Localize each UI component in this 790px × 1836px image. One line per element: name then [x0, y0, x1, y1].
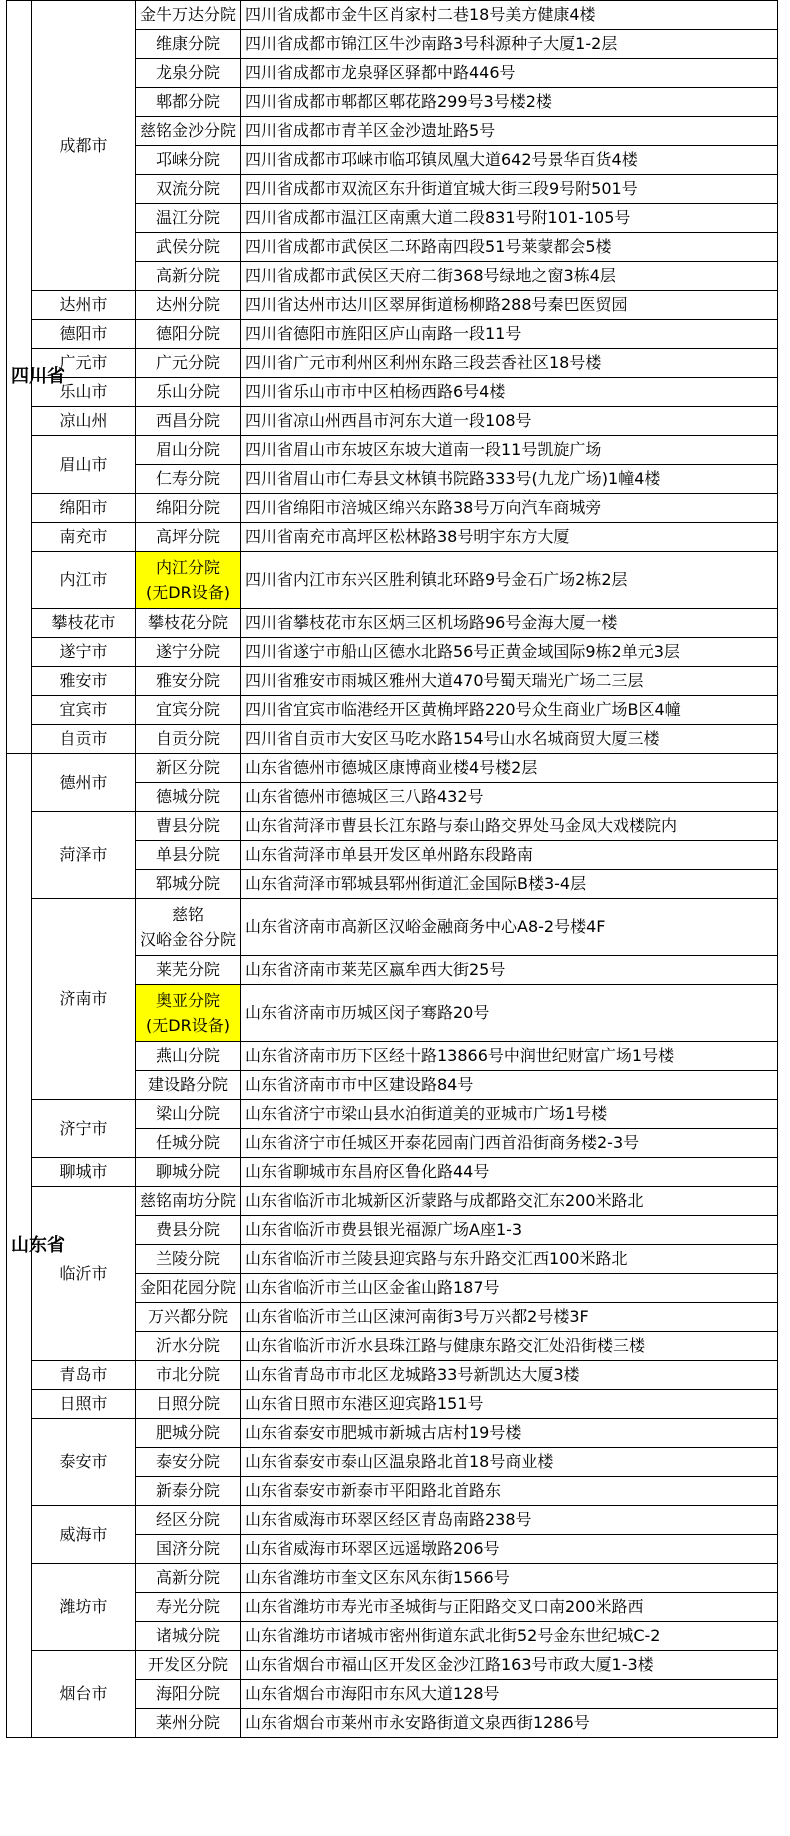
city-cell: 凉山州 [32, 407, 136, 436]
branch-name: 经区分院 [155, 1510, 220, 1529]
branch-name: 金牛万达分院 [140, 5, 237, 24]
branch-name: 建设路分院 [147, 1075, 228, 1094]
branch-name: 泰安分院 [155, 1452, 220, 1471]
table-row [7, 899, 778, 956]
address-cell: 四川省成都市郫都区郫花路299号3号楼2楼 [241, 88, 778, 117]
branch-cell [136, 638, 241, 667]
branch-cell [136, 407, 241, 436]
branch-name: 武侯分院 [155, 237, 220, 256]
branch-name: 达州分院 [155, 295, 220, 314]
address-cell: 四川省眉山市仁寿县文林镇书院路333号(九龙广场)1幢4楼 [241, 465, 778, 494]
branch-cell [136, 291, 241, 320]
address-cell: 四川省成都市武侯区天府二街368号绿地之窗3栋4层 [241, 262, 778, 291]
city-cell: 德阳市 [32, 320, 136, 349]
branch-name: 高新分院 [155, 266, 220, 285]
branch-cell [136, 1187, 241, 1216]
branch-name: 寿光分院 [155, 1597, 220, 1616]
city-cell: 德州市 [32, 754, 136, 812]
branch-name: 梁山分院 [155, 1104, 220, 1123]
address-cell: 四川省内江市东兴区胜利镇北环路9号金石广场2栋2层 [241, 552, 778, 609]
branch-name: 自贡分院 [155, 729, 220, 748]
city-cell: 遂宁市 [32, 638, 136, 667]
branch-cell [136, 1129, 241, 1158]
city-cell: 聊城市 [32, 1158, 136, 1187]
table-row [7, 1100, 778, 1129]
table-row [7, 1, 778, 30]
branch-cell [136, 841, 241, 870]
address-cell: 山东省聊城市东昌府区鲁化路44号 [241, 1158, 778, 1187]
branch-cell [136, 1506, 241, 1535]
branch-name: 新区分院 [155, 758, 220, 777]
city-cell: 济南市 [32, 899, 136, 1100]
address-cell: 山东省德州市德城区康博商业楼4号楼2层 [241, 754, 778, 783]
branch-cell [136, 175, 241, 204]
branch-name: 德城分院 [155, 787, 220, 806]
branch-name: 仁寿分院 [155, 469, 220, 488]
branch-cell [136, 725, 241, 754]
branch-name: 国济分院 [155, 1539, 220, 1558]
branch-name: 费县分院 [155, 1220, 220, 1239]
branch-name: 遂宁分院 [155, 642, 220, 661]
branch-cell [136, 465, 241, 494]
city-cell: 自贡市 [32, 725, 136, 754]
address-cell: 四川省乐山市市中区柏杨西路6号4楼 [241, 378, 778, 407]
branch-cell [136, 1361, 241, 1390]
address-cell: 山东省临沂市兰山区金雀山路187号 [241, 1274, 778, 1303]
branch-cell [136, 812, 241, 841]
branch-name: 日照分院 [155, 1394, 220, 1413]
table-row [7, 291, 778, 320]
branch-cell [136, 1, 241, 30]
address-cell: 四川省自贡市大安区马吃水路154号山水名城商贸大厦三楼 [241, 725, 778, 754]
address-cell: 山东省济南市高新区汉峪金融商务中心A8-2号楼4F [241, 899, 778, 956]
address-cell: 山东省临沂市北城新区沂蒙路与成都路交汇东200米路北 [241, 1187, 778, 1216]
branch-cell [136, 609, 241, 638]
branch-cell [136, 1390, 241, 1419]
branch-name: 聊城分院 [155, 1162, 220, 1181]
branch-cell [136, 899, 241, 956]
branch-cell [136, 754, 241, 783]
address-cell: 山东省烟台市福山区开发区金沙江路163号市政大厦1-3楼 [241, 1651, 778, 1680]
branch-cell [136, 378, 241, 407]
address-cell: 山东省菏泽市曹县长江东路与泰山路交界处马金凤大戏楼院内 [241, 812, 778, 841]
branch-name: 高新分院 [155, 1568, 220, 1587]
address-cell: 山东省日照市东港区迎宾路151号 [241, 1390, 778, 1419]
address-cell: 山东省济南市历城区闵子骞路20号 [241, 985, 778, 1042]
branch-name: 眉山分院 [155, 440, 220, 459]
table-row [7, 1419, 778, 1448]
address-cell: 四川省南充市高坪区松林路38号明宇东方大厦 [241, 523, 778, 552]
branch-name: 郓城分院 [155, 874, 220, 893]
province-cell: 四川省 [7, 1, 32, 754]
branch-cell [136, 1651, 241, 1680]
branch-cell [136, 523, 241, 552]
branch-cell [136, 1216, 241, 1245]
address-cell: 山东省临沂市沂水县珠江路与健康东路交汇处沿街楼三楼 [241, 1332, 778, 1361]
table-row [7, 378, 778, 407]
address-cell: 山东省潍坊市诸城市密州街道东武北街52号金东世纪城C-2 [241, 1622, 778, 1651]
branch-cell [136, 1593, 241, 1622]
table-row [7, 552, 778, 609]
address-cell: 四川省成都市温江区南熏大道二段831号附101-105号 [241, 204, 778, 233]
branch-name: 雅安分院 [155, 671, 220, 690]
branch-cell [136, 1245, 241, 1274]
branch-name: 龙泉分院 [155, 63, 220, 82]
address-cell: 山东省临沂市兰山区涑河南街3号万兴都2号楼3F [241, 1303, 778, 1332]
city-cell: 济宁市 [32, 1100, 136, 1158]
branch-cell [136, 494, 241, 523]
branch-name: 市北分院 [155, 1365, 220, 1384]
branch-name: 乐山分院 [155, 382, 220, 401]
address-cell: 山东省泰安市新泰市平阳路北首路东 [241, 1477, 778, 1506]
address-cell: 四川省德阳市旌阳区庐山南路一段11号 [241, 320, 778, 349]
branch-name: 莱芜分院 [155, 960, 220, 979]
address-cell: 四川省成都市邛崃市临邛镇凤凰大道642号景华百货4楼 [241, 146, 778, 175]
branch-cell [136, 1680, 241, 1709]
branch-name: 任城分院 [155, 1133, 220, 1152]
branch-cell [136, 783, 241, 812]
address-cell: 山东省烟台市海阳市东风大道128号 [241, 1680, 778, 1709]
table-body [7, 1, 778, 1738]
address-cell: 山东省潍坊市寿光市圣城街与正阳路交叉口南200米路西 [241, 1593, 778, 1622]
address-cell: 四川省雅安市雨城区雅州大道470号蜀天瑞光广场二三层 [241, 667, 778, 696]
address-cell: 山东省济南市市中区建设路84号 [241, 1071, 778, 1100]
branch-cell [136, 1448, 241, 1477]
table-row [7, 523, 778, 552]
city-cell: 内江市 [32, 552, 136, 609]
branch-cell [136, 1564, 241, 1593]
branch-name: 内江分院 [155, 558, 220, 577]
table-row [7, 1187, 778, 1216]
branch-cell [136, 956, 241, 985]
address-cell: 山东省泰安市肥城市新城古店村19号楼 [241, 1419, 778, 1448]
address-cell: 四川省成都市锦江区牛沙南路3号科源种子大厦1-2层 [241, 30, 778, 59]
city-cell: 成都市 [32, 1, 136, 291]
city-cell: 日照市 [32, 1390, 136, 1419]
address-cell: 四川省凉山州西昌市河东大道一段108号 [241, 407, 778, 436]
address-cell: 四川省成都市武侯区二环路南四段51号莱蒙都会5楼 [241, 233, 778, 262]
branch-name: 单县分院 [155, 845, 220, 864]
city-cell: 眉山市 [32, 436, 136, 494]
branch-cell [136, 1100, 241, 1129]
branch-name: 曹县分院 [155, 816, 220, 835]
city-cell: 威海市 [32, 1506, 136, 1564]
branch-name: 双流分院 [155, 179, 220, 198]
no-dr-note: (无DR设备) [146, 583, 230, 602]
branch-cell [136, 1158, 241, 1187]
table-row [7, 638, 778, 667]
table-row [7, 494, 778, 523]
address-cell: 山东省烟台市莱州市永安路街道文泉西街1286号 [241, 1709, 778, 1738]
branch-cell [136, 1477, 241, 1506]
table-row [7, 1361, 778, 1390]
branch-cell [136, 696, 241, 725]
branch-name: 维康分院 [155, 34, 220, 53]
address-cell: 四川省成都市龙泉驿区驿都中路446号 [241, 59, 778, 88]
table-row [7, 320, 778, 349]
branch-name: 攀枝花分院 [147, 613, 228, 632]
city-cell: 泰安市 [32, 1419, 136, 1506]
branch-name: 海阳分院 [155, 1684, 220, 1703]
branch-cell-no-dr [136, 985, 241, 1042]
address-cell: 山东省济宁市梁山县水泊街道美的亚城市广场1号楼 [241, 1100, 778, 1129]
province-cell: 山东省 [7, 754, 32, 1738]
branch-name: 宜宾分院 [155, 700, 220, 719]
table-row [7, 696, 778, 725]
table-row [7, 1158, 778, 1187]
address-cell: 四川省宜宾市临港经开区黄桷坪路220号众生商业广场B区4幢 [241, 696, 778, 725]
branch-cell [136, 204, 241, 233]
table-row [7, 1564, 778, 1593]
address-cell: 四川省广元市利州区利州东路三段芸香社区18号楼 [241, 349, 778, 378]
branch-cell [136, 1274, 241, 1303]
address-cell: 山东省泰安市泰山区温泉路北首18号商业楼 [241, 1448, 778, 1477]
branch-cell [136, 870, 241, 899]
address-cell: 山东省临沂市兰陵县迎宾路与东升路交汇西100米路北 [241, 1245, 778, 1274]
table-row [7, 436, 778, 465]
city-cell: 达州市 [32, 291, 136, 320]
city-cell: 广元市 [32, 349, 136, 378]
city-cell: 宜宾市 [32, 696, 136, 725]
address-cell: 山东省威海市环翠区远遥墩路206号 [241, 1535, 778, 1564]
table-row [7, 407, 778, 436]
address-cell: 山东省青岛市市北区龙城路33号新凯达大厦3楼 [241, 1361, 778, 1390]
address-cell: 山东省菏泽市单县开发区单州路东段路南 [241, 841, 778, 870]
address-cell: 四川省绵阳市涪城区绵兴东路38号万向汽车商城旁 [241, 494, 778, 523]
branch-cell [136, 349, 241, 378]
city-cell: 潍坊市 [32, 1564, 136, 1651]
address-cell: 四川省成都市双流区东升街道宜城大街三段9号附501号 [241, 175, 778, 204]
branch-name: 万兴都分院 [147, 1307, 228, 1326]
no-dr-note: (无DR设备) [146, 1016, 230, 1035]
address-cell: 山东省济宁市任城区开泰花园南门西首沿街商务楼2-3号 [241, 1129, 778, 1158]
address-cell: 四川省遂宁市船山区德水北路56号正黄金域国际9栋2单元3层 [241, 638, 778, 667]
table-row [7, 812, 778, 841]
address-cell: 四川省成都市青羊区金沙遗址路5号 [241, 117, 778, 146]
city-cell: 烟台市 [32, 1651, 136, 1738]
address-cell: 四川省成都市金牛区肖家村二巷18号美方健康4楼 [241, 1, 778, 30]
city-cell: 绵阳市 [32, 494, 136, 523]
table-row [7, 667, 778, 696]
branch-cell [136, 667, 241, 696]
branch-name: 德阳分院 [155, 324, 220, 343]
address-cell: 山东省济南市莱芜区嬴牟西大街25号 [241, 956, 778, 985]
branch-cell [136, 30, 241, 59]
branch-cell [136, 320, 241, 349]
table-row [7, 349, 778, 378]
address-cell: 山东省菏泽市郓城县郓州街道汇金国际B楼3-4层 [241, 870, 778, 899]
branch-cell [136, 233, 241, 262]
city-cell: 菏泽市 [32, 812, 136, 899]
branch-name: 沂水分院 [155, 1336, 220, 1355]
branch-name: 邛崃分院 [155, 150, 220, 169]
table-row [7, 1390, 778, 1419]
branch-name-line2: 汉峪金谷分院 [140, 930, 237, 949]
branch-cell-no-dr [136, 552, 241, 609]
branch-cell [136, 1071, 241, 1100]
branch-cell [136, 1419, 241, 1448]
branch-address-table [6, 0, 778, 1738]
table-row [7, 1506, 778, 1535]
branch-name: 慈铭 [171, 905, 204, 924]
branch-cell [136, 1042, 241, 1071]
branch-name: 奥亚分院 [155, 991, 220, 1010]
branch-cell [136, 1332, 241, 1361]
table-row [7, 725, 778, 754]
branch-name: 莱州分院 [155, 1713, 220, 1732]
table-row [7, 609, 778, 638]
branch-name: 慈铭金沙分院 [140, 121, 237, 140]
branch-cell [136, 117, 241, 146]
branch-name: 兰陵分院 [155, 1249, 220, 1268]
branch-cell [136, 59, 241, 88]
branch-name: 新泰分院 [155, 1481, 220, 1500]
branch-name: 金阳花园分院 [140, 1278, 237, 1297]
address-cell: 四川省攀枝花市东区炳三区机场路96号金海大厦一楼 [241, 609, 778, 638]
city-cell: 攀枝花市 [32, 609, 136, 638]
branch-cell [136, 1535, 241, 1564]
branch-cell [136, 262, 241, 291]
address-cell: 四川省达州市达川区翠屏街道杨柳路288号秦巴医贸园 [241, 291, 778, 320]
address-cell: 四川省眉山市东坡区东坡大道南一段11号凯旋广场 [241, 436, 778, 465]
branch-cell [136, 1709, 241, 1738]
branch-cell [136, 1303, 241, 1332]
branch-name: 肥城分院 [155, 1423, 220, 1442]
branch-name: 郫都分院 [155, 92, 220, 111]
city-cell: 青岛市 [32, 1361, 136, 1390]
branch-cell [136, 1622, 241, 1651]
city-cell: 临沂市 [32, 1187, 136, 1361]
branch-name: 绵阳分院 [155, 498, 220, 517]
address-cell: 山东省临沂市费县银光福源广场A座1-3 [241, 1216, 778, 1245]
city-cell: 南充市 [32, 523, 136, 552]
branch-name: 慈铭南坊分院 [140, 1191, 237, 1210]
branch-cell [136, 436, 241, 465]
branch-name: 燕山分院 [155, 1046, 220, 1065]
address-cell: 山东省潍坊市奎文区东风东街1566号 [241, 1564, 778, 1593]
city-cell: 乐山市 [32, 378, 136, 407]
branch-name: 高坪分院 [155, 527, 220, 546]
table-row [7, 754, 778, 783]
address-cell: 山东省德州市德城区三八路432号 [241, 783, 778, 812]
branch-cell [136, 146, 241, 175]
address-cell: 山东省济南市历下区经十路13866号中润世纪财富广场1号楼 [241, 1042, 778, 1071]
branch-name: 温江分院 [155, 208, 220, 227]
address-cell: 山东省威海市环翠区经区青岛南路238号 [241, 1506, 778, 1535]
branch-cell [136, 88, 241, 117]
city-cell: 雅安市 [32, 667, 136, 696]
branch-name: 西昌分院 [155, 411, 220, 430]
branch-name: 诸城分院 [155, 1626, 220, 1645]
branch-name: 广元分院 [155, 353, 220, 372]
table-row [7, 1651, 778, 1680]
branch-name: 开发区分院 [147, 1655, 228, 1674]
